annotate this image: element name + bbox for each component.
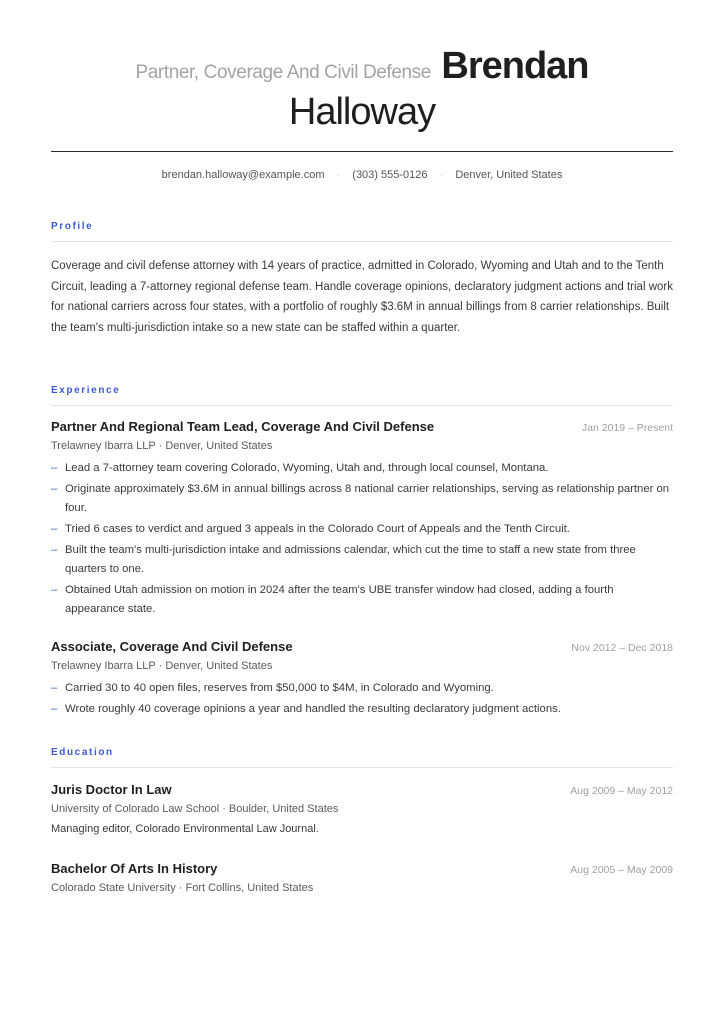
job-title: Associate, Coverage And Civil Defense	[51, 639, 293, 654]
first-name: Brendan	[441, 45, 589, 87]
dash-bullet-icon: –	[51, 703, 58, 715]
entry-header	[51, 419, 673, 434]
achievement-item	[51, 541, 673, 579]
last-name: Halloway	[288, 91, 436, 133]
experience-entry	[51, 639, 673, 721]
dash-bullet-icon: –	[51, 544, 58, 556]
entry-header	[51, 782, 673, 797]
achievement-list	[51, 459, 673, 619]
dash-bullet-icon: –	[51, 682, 58, 694]
achievement-item	[51, 679, 673, 698]
header-divider	[51, 151, 673, 152]
job-role: Partner, Coverage And Civil Defense	[135, 62, 431, 83]
entry-header	[51, 861, 673, 876]
degree-dates: Aug 2009 – May 2012	[570, 785, 673, 797]
achievement-text: Built the team's multi-jurisdiction intake and admissions calendar, which cut the time to staff a new state from three quarters to one.	[65, 544, 636, 575]
degree-dates: Aug 2005 – May 2009	[570, 864, 673, 876]
achievement-text: Wrote roughly 40 coverage opinions a year and handled the resulting declaratory judgment actions.	[65, 703, 561, 715]
achievement-text: Lead a 7-attorney team covering Colorado, Wyoming, Utah and, through local counsel, Montana.	[65, 462, 549, 474]
achievement-text: Obtained Utah admission on motion in 2024 after the team's UBE transfer window had closed, adding a fourth appearance state.	[65, 584, 614, 615]
section-title-education: Education	[51, 747, 114, 758]
name-line	[51, 47, 673, 131]
achievement-item	[51, 520, 673, 539]
achievement-item	[51, 581, 673, 619]
education-section	[51, 747, 673, 768]
achievement-item	[51, 480, 673, 518]
experience-entry	[51, 419, 673, 621]
dash-bullet-icon: –	[51, 483, 58, 495]
contact-line	[51, 169, 673, 181]
dash-bullet-icon: –	[51, 584, 58, 596]
section-title-experience: Experience	[51, 385, 121, 396]
degree-title: Bachelor Of Arts In History	[51, 861, 218, 876]
entry-header	[51, 639, 673, 654]
contact-separator: ·	[439, 169, 444, 181]
job-title: Partner And Regional Team Lead, Coverage And Civil Defense	[51, 419, 435, 434]
job-dates: Nov 2012 – Dec 2018	[571, 642, 673, 654]
achievement-list	[51, 679, 673, 719]
contact-phone[interactable]: (303) 555-0126	[352, 169, 428, 181]
achievement-item	[51, 700, 673, 719]
degree-title: Juris Doctor In Law	[51, 782, 172, 797]
contact-email[interactable]: brendan.halloway@example.com	[161, 169, 325, 181]
achievement-text: Originate approximately $3.6M in annual billings across 8 national carrier relationships, serving as relationship partner on four.	[65, 483, 670, 514]
school-location: University of Colorado Law School · Boulder, United States	[51, 803, 339, 815]
achievement-item	[51, 459, 673, 478]
job-dates: Jan 2019 – Present	[581, 422, 673, 434]
dash-bullet-icon: –	[51, 462, 58, 474]
section-divider	[51, 767, 673, 768]
contact-location: Denver, United States	[455, 169, 563, 181]
resume-header	[51, 47, 673, 131]
achievement-text: Carried 30 to 40 open files, reserves from $50,000 to $4M, in Colorado and Wyoming.	[65, 682, 494, 694]
education-entry	[51, 782, 673, 835]
education-entry	[51, 861, 673, 894]
experience-section	[51, 385, 673, 406]
section-divider	[51, 241, 673, 242]
employer-location: Trelawney Ibarra LLP · Denver, United States	[51, 440, 273, 452]
profile-summary: Coverage and civil defense attorney with 14 years of practice, admitted in Colorado, Wyoming and Utah and to the Tenth Circuit, leading a 7-attorney regional defense team. Handle coverage opinions, declaratory judgment actions and trial work for national carriers across four states, with a portfolio of roughly $3.6M in annual billings from 8 carrier relationships. Built the team's multi-jurisdiction intake so a new state can be staffed within a quarter.	[51, 260, 673, 334]
dash-bullet-icon: –	[51, 523, 58, 535]
profile-section	[51, 221, 673, 338]
education-note: Managing editor, Colorado Environmental Law Journal.	[51, 823, 319, 835]
contact-separator: ·	[336, 169, 341, 181]
achievement-text: Tried 6 cases to verdict and argued 3 appeals in the Colorado Court of Appeals and the Tenth Circuit.	[65, 523, 570, 535]
section-title-profile: Profile	[51, 221, 94, 232]
employer-location: Trelawney Ibarra LLP · Denver, United States	[51, 660, 273, 672]
school-location: Colorado State University · Fort Collins, United States	[51, 882, 314, 894]
section-divider	[51, 405, 673, 406]
